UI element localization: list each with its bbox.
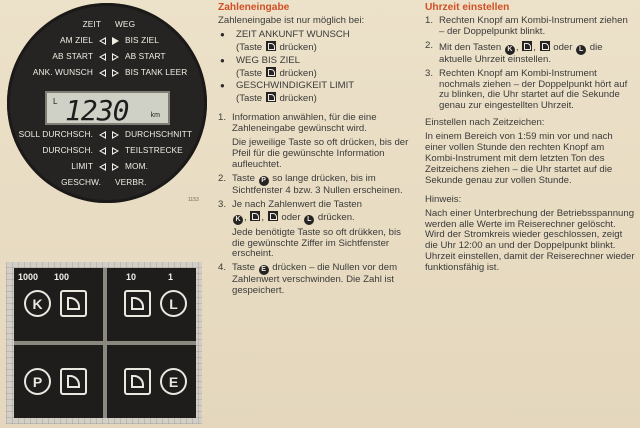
arrow-right-icon — [112, 147, 119, 155]
arrow-left-icon — [99, 53, 106, 61]
arrow-left-icon — [99, 37, 106, 45]
key-label-1000: 1000 — [18, 272, 39, 282]
figure-number: 1153 — [188, 197, 199, 203]
list-item — [218, 81, 414, 105]
list-item — [218, 56, 414, 80]
keypad-divider — [14, 341, 196, 345]
step-item: 3. Je nach Zahlenwert die Tasten K , , oder L drücken. Jede benötigte Taste so oft drükken, bis die gewünschte Ziffer im Sichtfenster erscheint. — [218, 200, 414, 261]
display-row — [7, 35, 207, 47]
section-heading: Zahleneingabe — [218, 2, 290, 13]
lcd-prefix: L — [53, 97, 58, 106]
quarter-shape-icon — [131, 297, 144, 310]
display-label-right: MOM. — [125, 161, 148, 171]
display-label-right: BIS TANK LEER — [125, 67, 188, 77]
step-number: 3. — [218, 198, 227, 210]
display-label-right: BIS ZIEL — [125, 35, 159, 45]
display-label-left: AB START — [52, 51, 93, 61]
display-label-left: SOLL DURCHSCH. — [18, 129, 93, 139]
step-text: drücken. — [317, 211, 355, 223]
paragraph: In einem Bereich von 1:59 min vor und nach einer vollen Stunde den rechten Knopf am Kombi-Instrument mit dem letzten Ton des Zeitzeichens ziehen – die Uhr startet auf die Sekunde genau zur vollen Stunde. — [425, 131, 613, 186]
key-label-1: 1 — [168, 272, 174, 282]
key-10-icon — [540, 41, 550, 51]
key-100-button[interactable] — [60, 290, 87, 317]
hint-line: Wird der Stromkreis wieder geschlossen, zeigt die Uhr 12:00 an und der Doppelpunkt blinkt. — [425, 229, 623, 252]
step-item — [218, 174, 414, 197]
arrow-right-icon — [112, 69, 119, 77]
display-label-left: DURCHSCH. — [42, 145, 93, 155]
step-number: 3. — [425, 67, 434, 79]
bullet-title: GESCHWINDIGKEIT LIMIT — [236, 80, 355, 92]
display-label-left: GESCHW. — [61, 177, 101, 187]
step-number: 1. — [425, 14, 434, 26]
step-number: 2. — [218, 172, 227, 184]
step-text: Rechten Knopf am Kombi-Instrument nochmals ziehen – der Doppelpunkt hört auf zu blinken, die Uhr startet auf die Sekunde genau zur eingestellten Uhrzeit. — [439, 67, 628, 112]
list-item — [218, 30, 414, 54]
quarter-shape-icon — [67, 375, 80, 388]
arrow-left-icon — [99, 147, 106, 155]
keypad-illustration — [6, 262, 202, 424]
intro-text: Zahleneingabe ist nur möglich bei: — [218, 14, 365, 26]
key-l-button[interactable]: L — [160, 290, 187, 317]
display-row — [7, 145, 207, 157]
step-subtext: Jede benötigte Taste so oft drükken, bis die gewünschte Ziffer im Sichtfenster erscheint. — [232, 226, 401, 260]
step-text: Information anwählen, für die eine Zahleneingabe gewünscht wird. — [232, 112, 377, 135]
quarter-shape-icon — [131, 375, 144, 388]
section-heading: Uhrzeit einstellen — [425, 2, 510, 13]
bullet-text: (Taste — [236, 67, 263, 79]
step-text: die aktuelle Uhrzeit einstellen. — [439, 41, 603, 65]
middle-column — [218, 3, 414, 300]
display-row — [7, 67, 207, 79]
arrow-left-icon — [99, 69, 106, 77]
key-label-100: 100 — [54, 272, 70, 282]
lcd-window — [45, 91, 170, 125]
bullet-text: (Taste — [236, 41, 263, 53]
key-p-button[interactable]: P — [24, 368, 51, 395]
display-label-left: ZEIT — [82, 19, 101, 29]
step-text: so lange drücken, bis im Sichtfenster 4 bzw. 3 Nullen erscheinen. — [232, 172, 403, 196]
display-label-right: DURCHSCHNITT — [125, 129, 193, 139]
display-row — [7, 177, 207, 189]
display-label-left: LIMIT — [71, 161, 93, 171]
display-label-right: TEILSTRECKE — [125, 145, 183, 155]
display-label-right: WEG — [115, 19, 136, 29]
key-l-icon: L — [304, 215, 314, 225]
quarter-shape-icon — [67, 297, 80, 310]
key-function-button[interactable] — [124, 368, 151, 395]
step-item: 2. Mit den Tasten K , , oder L die aktuelle Uhrzeit einstellen. — [425, 39, 603, 65]
hint-line: Uhrzeit einstellen, damit der Reiserechner wieder funktionsfähig ist. — [425, 251, 635, 274]
display-label-right: VERBR. — [115, 177, 147, 187]
key-k-icon: K — [505, 45, 515, 55]
display-row — [7, 51, 207, 63]
step-item — [218, 113, 414, 171]
subsection-heading: Einstellen nach Zeitzeichen: — [425, 117, 545, 129]
display-label-left: ANK. WUNSCH — [32, 67, 93, 77]
step-text: Rechten Knopf am Kombi-Instrument ziehen – der Doppelpunkt blinkt. — [439, 14, 628, 37]
display-label-right: AB START — [125, 51, 166, 61]
display-row — [7, 19, 207, 31]
key-label-10: 10 — [126, 272, 137, 282]
step-item — [218, 263, 414, 297]
key-symbol-icon — [266, 41, 276, 51]
key-limit-button[interactable] — [60, 368, 87, 395]
hint-line: Nach einer Unterbrechung der Betriebsspannung werden alle Werte im Reiserechner gelöscht. — [425, 207, 635, 230]
lcd-unit: km — [150, 112, 160, 119]
hint-heading: Hinweis: — [425, 193, 462, 205]
key-k-icon: K — [233, 215, 243, 225]
arrow-right-icon — [112, 53, 119, 61]
step-subtext: Die jeweilige Taste so oft drücken, bis der Pfeil für die gewünschte Information aufleuchtet. — [232, 137, 409, 170]
bullet-text: (Taste — [236, 93, 263, 105]
display-row — [7, 129, 207, 141]
step-text: Taste — [232, 262, 255, 274]
display-label-left: AM ZIEL — [60, 35, 93, 45]
trip-computer-display — [7, 3, 207, 203]
arrow-left-icon — [99, 163, 106, 171]
display-row — [7, 161, 207, 173]
bullet-title: WEG BIS ZIEL — [236, 54, 300, 66]
right-column — [425, 3, 635, 277]
key-k-button[interactable]: K — [24, 290, 51, 317]
bullet-text: drücken) — [279, 93, 317, 105]
step-text: Taste — [232, 172, 255, 184]
keypad-body — [14, 268, 196, 418]
key-p-icon: P — [259, 176, 269, 186]
key-symbol-icon — [266, 92, 276, 102]
key-e-button[interactable]: E — [160, 368, 187, 395]
key-e-icon: E — [259, 265, 269, 275]
step-text: oder — [553, 41, 573, 53]
key-100-icon — [522, 41, 532, 51]
step-text: Mit den Tasten — [439, 41, 502, 53]
step-text: Je nach Zahlenwert die Tasten — [232, 198, 362, 210]
bullet-title: ZEIT ANKUNFT WUNSCH — [236, 28, 350, 40]
step-item — [425, 69, 635, 113]
arrow-right-filled-icon — [112, 37, 119, 45]
arrow-right-icon — [112, 163, 119, 171]
key-100-icon — [250, 211, 260, 221]
bullet-text: drücken) — [279, 67, 317, 79]
step-number: 2. — [425, 39, 434, 51]
step-text: oder — [281, 211, 301, 223]
arrow-left-icon — [99, 131, 106, 139]
step-number: 4. — [218, 262, 227, 274]
lcd-value: 1230 — [65, 94, 129, 127]
key-10-button[interactable] — [124, 290, 151, 317]
key-l-icon: L — [576, 45, 586, 55]
step-item — [425, 16, 635, 38]
arrow-right-icon — [112, 131, 119, 139]
bullet-text: drücken) — [279, 41, 317, 53]
step-text: drücken – die Nullen vor dem Zahlenwert verschwinden. Die Zahl ist gespeichert. — [232, 262, 398, 297]
key-symbol-icon — [266, 67, 276, 77]
step-number: 1. — [218, 112, 227, 124]
key-10-icon — [268, 211, 278, 221]
